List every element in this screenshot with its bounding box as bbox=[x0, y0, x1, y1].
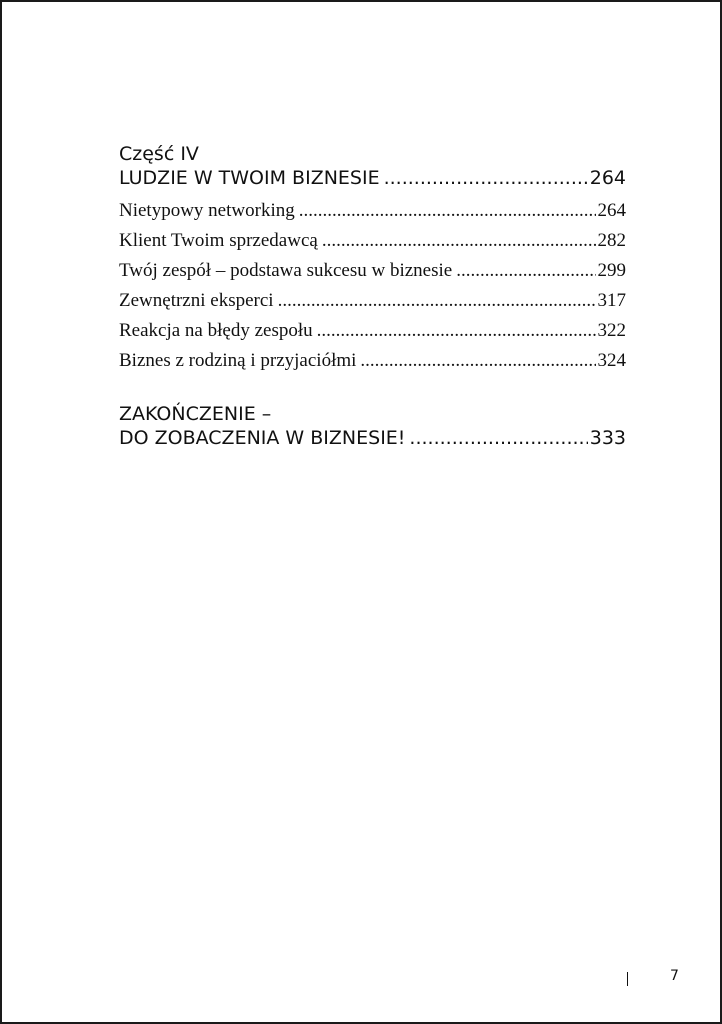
entry-list bbox=[119, 196, 626, 376]
entry-title: Biznes z rodziną i przyjaciółmi bbox=[119, 350, 357, 371]
dot-leader bbox=[456, 256, 595, 286]
closing-title-row bbox=[119, 426, 626, 450]
entry-page: 264 bbox=[597, 200, 626, 221]
dot-leader bbox=[360, 346, 595, 376]
part-heading-title: LUDZIE W TWOIM BIZNESIE bbox=[119, 167, 380, 189]
entry-page: 322 bbox=[597, 320, 626, 341]
entry-title: Nietypowy networking bbox=[119, 200, 295, 221]
toc-entry bbox=[119, 196, 626, 226]
table-of-contents bbox=[119, 142, 626, 450]
part-heading-entry bbox=[119, 166, 626, 190]
entry-page: 299 bbox=[597, 260, 626, 281]
entry-page: 282 bbox=[597, 230, 626, 251]
entry-page: 324 bbox=[597, 350, 626, 371]
closing-title-line2: DO ZOBACZENIA W BIZNESIE! bbox=[119, 427, 406, 449]
entry-title: Reakcja na błędy zespołu bbox=[119, 320, 313, 341]
closing-entry bbox=[119, 402, 626, 450]
footer-separator bbox=[627, 972, 628, 986]
toc-entry bbox=[119, 286, 626, 316]
toc-entry bbox=[119, 346, 626, 376]
part-heading-page: 264 bbox=[589, 167, 626, 189]
dot-leader bbox=[299, 196, 596, 226]
dot-leader bbox=[322, 226, 596, 256]
entry-page: 317 bbox=[597, 290, 626, 311]
dot-leader bbox=[409, 426, 587, 450]
part-label: Część IV bbox=[119, 143, 199, 165]
entry-title: Zewnętrzni eksperci bbox=[119, 290, 274, 311]
toc-entry bbox=[119, 226, 626, 256]
dot-leader bbox=[384, 166, 588, 190]
toc-entry bbox=[119, 316, 626, 346]
closing-page: 333 bbox=[589, 427, 626, 449]
entry-title: Klient Twoim sprzedawcą bbox=[119, 230, 318, 251]
dot-leader bbox=[278, 286, 596, 316]
toc-entry bbox=[119, 256, 626, 286]
footer-page-number: 7 bbox=[670, 968, 679, 984]
closing-title-line1: ZAKOŃCZENIE – bbox=[119, 403, 272, 425]
dot-leader bbox=[317, 316, 596, 346]
entry-title: Twój zespół – podstawa sukcesu w biznesie bbox=[119, 260, 453, 281]
